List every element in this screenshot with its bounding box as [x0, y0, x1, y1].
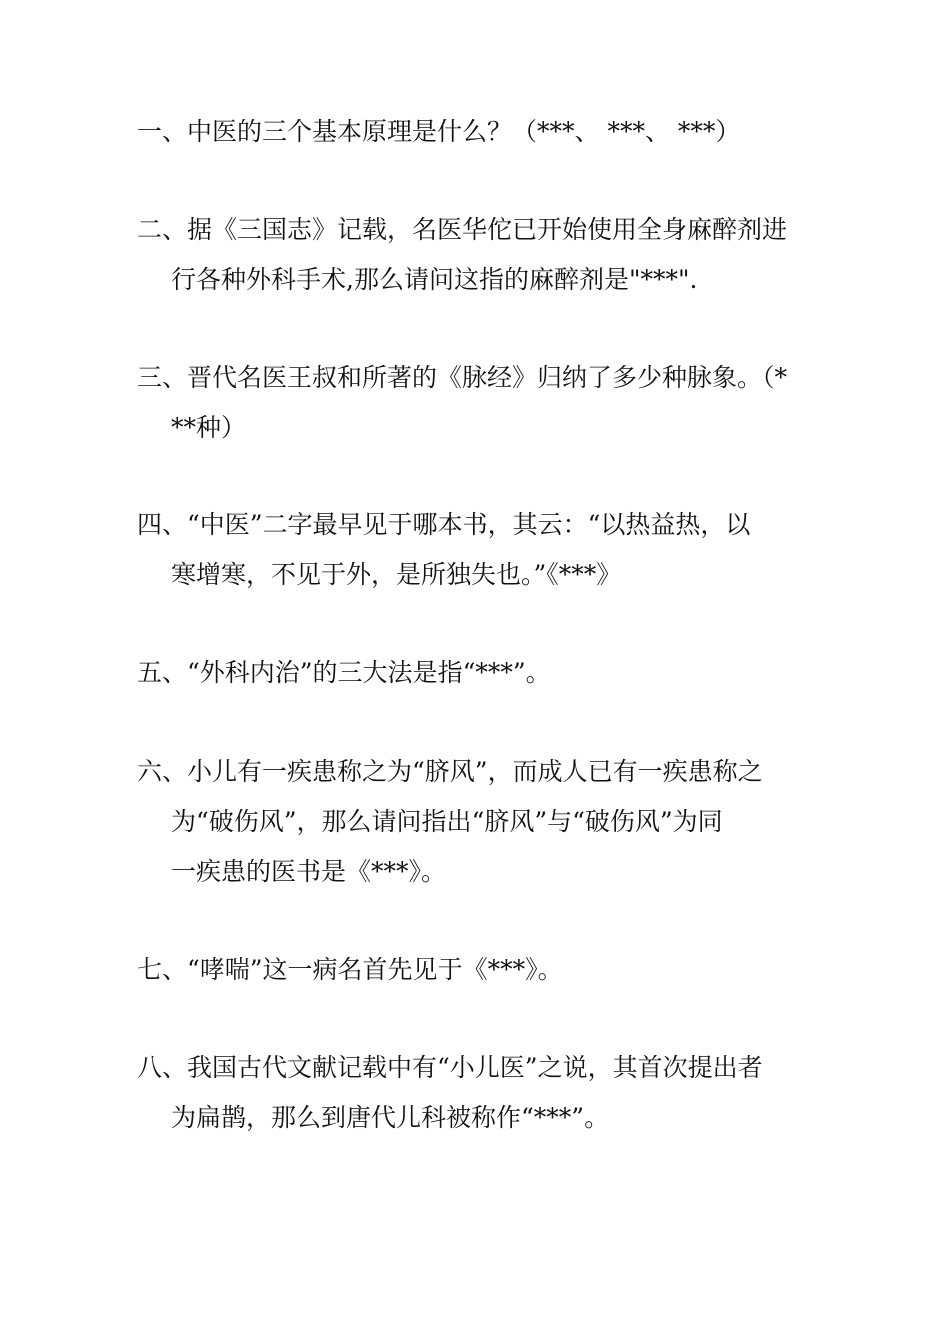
question-8 [137, 1043, 817, 1143]
question-7 [137, 945, 817, 995]
question-1 [137, 107, 817, 157]
question-4-line-2: 寒增寒，不见于外，是所独失也。”《***》 [171, 560, 622, 589]
question-1-line-1: 一、中医的三个基本原理是什么？（***、 ***、 ***） [137, 117, 741, 146]
question-6 [137, 747, 817, 897]
question-2-line-1: 二、据《三国志》记载，名医华佗已开始使用全身麻醉剂进 [137, 215, 788, 244]
question-4 [137, 500, 817, 600]
question-3-line-2: **种） [171, 413, 247, 442]
question-7-line-1: 七、“哮喘”这一病名首先见于《***》。 [137, 955, 563, 984]
question-3 [137, 353, 817, 453]
question-2 [137, 205, 817, 305]
question-6-line-1: 六、小儿有一疾患称之为“脐风”，而成人已有一疾患称之 [137, 757, 763, 786]
question-3-line-1: 三、晋代名医王叔和所著的《脉经》归纳了多少种脉象。（* [137, 363, 788, 392]
question-5 [137, 648, 817, 698]
question-5-line-1: 五、“外科内治”的三大法是指“***”。 [137, 658, 551, 687]
question-6-line-2: 为“破伤风”，那么请问指出“脐风”与“破伤风”为同 [171, 807, 723, 836]
question-6-line-3: 一疾患的医书是《***》。 [171, 857, 447, 886]
question-2-line-2: 行各种外科手术,那么请问这指的麻醉剂是"***". [171, 265, 698, 294]
question-8-line-1: 八、我国古代文献记载中有“小儿医”之说，其首次提出者 [137, 1053, 763, 1082]
question-8-line-2: 为扁鹊，那么到唐代儿科被称作“***”。 [171, 1103, 610, 1132]
question-4-line-1: 四、“中医”二字最早见于哪本书，其云：“以热益热，以 [137, 510, 751, 539]
